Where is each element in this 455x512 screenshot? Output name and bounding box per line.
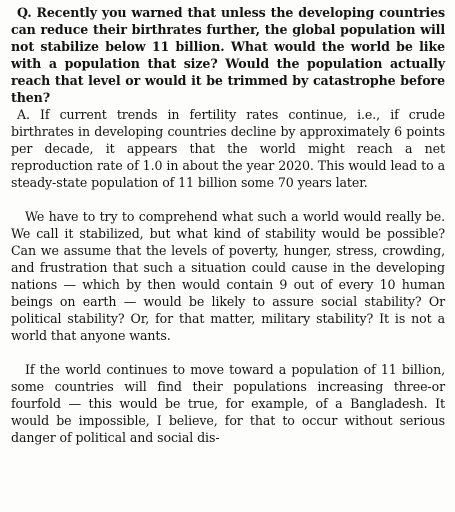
body-paragraph-3: If the world continues to move toward a population of 11 billion, some countries will find their populations increasing three-or fourfold — this would be true, for example, of a Bangladesh. It would be impossible, I believe, for that to occur without serious danger of political and social dis-: [11, 362, 445, 445]
question-paragraph: Q. Recently you warned that unless the developing countries can reduce their birthrates further, the global population will not stabilize below 11 billion. What would the world be like with a population that size? Would the population actually reach that level or would it be trimmed by catastrophe before then?: [11, 5, 445, 105]
answer-paragraph: A. If current trends in fertility rates continue, i.e., if crude birthrates in developing countries decline by approximately 6 points per decade, it appears that the world might reach a net reproduction rate of 1.0 in about the year 2020. This would lead to a steady-state population of 11 billion some 70 years later.: [11, 107, 445, 190]
article-column: [11, 4, 445, 446]
body-paragraph-2: We have to try to comprehend what such a world would really be. We call it stabilized, but what kind of stability would be possible? Can we assume that the levels of poverty, hunger, stress, crowding, and frustration that such a situation could cause in the developing nations — which by then would contain 9 out of every 10 human beings on earth — would be likely to assure social stability? Or political stability? Or, for that matter, military stability? It is not a world that anyone wants.: [11, 209, 445, 343]
